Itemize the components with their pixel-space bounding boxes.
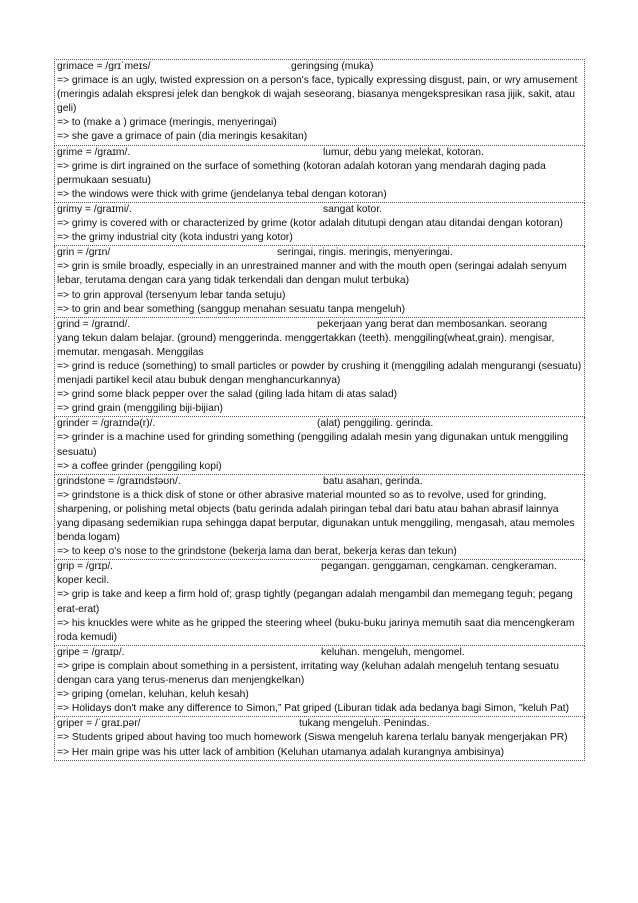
entry-example: => grind some black pepper over the salad (giling lada hitam di atas salad) xyxy=(57,389,397,401)
dictionary-entry xyxy=(54,560,585,646)
dictionary-entry xyxy=(54,717,585,760)
entry-term: grindstone = /ɡraɪndstəʊn/. xyxy=(57,475,181,487)
entry-meaning: seringai, ringis. meringis, menyeringai. xyxy=(277,247,453,259)
entry-example: => grime is dirt ingrained on the surface of something (kotoran adalah kotoran yang mendarah daging pada permukaan sesuatu) xyxy=(57,160,546,186)
entry-heading xyxy=(57,646,582,660)
entry-term: grimace = /grɪˈmeɪs/ xyxy=(57,61,151,72)
entry-example: => grindstone is a thick disk of stone or other abrasive material mounted so as to revolve, used for grinding, sharpening, or polishing metal objects (batu gerinda adalah piringan tebal dari batu atau bahan abrasif lainnya yang dipasang sedemikian rupa sehingga dapat berputar, digunakan untuk menggiling, mengasah, atau memoles benda logam) xyxy=(57,489,575,544)
entry-heading xyxy=(57,246,582,260)
entry-meaning: batu asahan, gerinda. xyxy=(323,475,423,487)
entry-meaning: keluhan. mengeluh, mengomel. xyxy=(321,646,465,658)
entry-example: => grin is smile broadly, especially in an unrestrained manner and with the mouth open (seringai adalah senyum lebar, terutama dengan cara yang tidak terkendali dan dengan mulut terbuka) xyxy=(57,261,567,287)
entry-meaning: sangat kotor. xyxy=(323,203,382,215)
entry-heading xyxy=(57,60,582,74)
entry-heading xyxy=(57,318,582,332)
entry-example: => grinder is a machine used for grinding something (penggiling adalah mesin yang digunakan untuk menggiling sesuatu) xyxy=(57,432,569,458)
entry-example: => Her main gripe was his utter lack of ambition (Keluhan utamanya adalah kurangnya ambisinya) xyxy=(57,746,505,758)
dictionary-entry xyxy=(54,646,585,717)
entry-meaning: pekerjaan yang berat dan membosankan. seorang xyxy=(317,318,548,330)
dictionary-entry xyxy=(54,246,585,317)
entry-example: => grip is take and keep a firm hold of; grasp tightly (pegangan adalah mengambil dan memegang teguh; pegang erat-erat) xyxy=(57,589,573,615)
entry-example: => gripe is complain about something in a persistent, irritating way (keluhan adalah mengeluh tentang sesuatu dengan cara yang terus-menerus dan menjengkelkan) xyxy=(57,660,559,687)
entry-example: => a coffee grinder (penggiling kopi) xyxy=(57,460,222,472)
entry-term: grip = /ɡrɪp/. xyxy=(57,561,114,573)
entry-example: => to (make a ) grimace (meringis, menyeringai) xyxy=(57,117,277,129)
entry-heading xyxy=(57,560,582,574)
dictionary-entry xyxy=(54,59,585,146)
entry-meaning: pegangan. genggaman, cengkaman. cengkeraman. xyxy=(321,561,557,573)
dictionary-entry xyxy=(54,475,585,561)
entry-heading xyxy=(57,417,582,431)
entry-meaning: lumur, debu yang melekat, kotoran. xyxy=(323,146,484,158)
entry-meaning-continued: koper kecil. xyxy=(57,575,110,587)
entry-example: => griping (omelan, keluhan, keluh kesah) xyxy=(57,689,249,701)
entry-term: grimy = /ɡraɪmi/. xyxy=(57,203,132,215)
entry-example: => the windows were thick with grime (jendelanya tebal dengan kotoran) xyxy=(57,188,387,200)
entry-meaning: geringsing (muka) xyxy=(291,61,374,72)
entry-example: => grind is reduce (something) to small particles or powder by crushing it (menggiling adalah mengurangi (sesuatu) menjadi partikel kecil atau bubuk dengan menghancurkannya) xyxy=(57,360,582,387)
entry-example: => Holidays don't make any difference to Simon,” Pat griped (Liburan tidak ada bedanya bagi Simon, "keluh Pat) xyxy=(57,703,569,715)
entry-term: grin = /ɡrɪn/ xyxy=(57,247,111,259)
entry-term: gripe = /ɡraɪp/. xyxy=(57,646,125,658)
entry-example: => his knuckles were white as he gripped the steering wheel (buku-buku jarinya memutih saat dia mencengkeram roda kemudi) xyxy=(57,617,575,643)
dictionary-entry xyxy=(54,318,585,418)
dictionary-entry xyxy=(54,417,585,474)
entry-term: griper = /ˈɡraɪ.pər/ xyxy=(57,718,141,730)
entry-example: => grind grain (menggiling biji-bijian) xyxy=(57,403,223,415)
entry-term: grime = /ɡraɪm/. xyxy=(57,146,131,158)
entry-example: => the grimy industrial city (kota industri yang kotor) xyxy=(57,232,293,244)
entry-meaning: tukang mengeluh. Penindas. xyxy=(299,718,430,730)
entry-example: => grimace is an ugly, twisted expression on a person's face, typically expressing disgust, pain, or wry amusement (meringis adalah ekspresi jelek dan bengkok di wajah seseorang, biasanya mengekspresikan rasa jijik, sakit, atau geli) xyxy=(57,75,578,115)
entry-example: => Students griped about having too much homework (Siswa mengeluh karena terlalu banyak mengerjakan PR) xyxy=(57,732,568,744)
dictionary-entry xyxy=(54,203,585,246)
entry-meaning-continued: yang tekun dalam belajar. (ground) menggerinda. menggertakkan (teeth). menggiling(wheat,grain). mengisar, memutar. mengasah. Menggilas xyxy=(57,332,555,358)
entry-heading xyxy=(57,203,582,217)
entry-meaning: (alat) penggiling. gerinda. xyxy=(317,418,434,430)
entry-example: => to keep o's nose to the grindstone (bekerja lama dan berat, bekerja keras dan tekun) xyxy=(57,546,457,558)
entry-term: grind = /ɡraɪnd/. xyxy=(57,318,131,330)
dictionary-page xyxy=(54,59,585,761)
entry-example: => to grin and bear something (sanggup menahan sesuatu tanpa mengeluh) xyxy=(57,303,406,315)
entry-heading xyxy=(57,475,582,489)
entry-heading xyxy=(57,146,582,160)
entry-example: => she gave a grimace of pain (dia meringis kesakitan) xyxy=(57,131,308,143)
dictionary-entry xyxy=(54,146,585,203)
entry-example: => grimy is covered with or characterized by grime (kotor adalah ditutupi dengan atau ditandai dengan kotoran) xyxy=(57,218,563,230)
entry-heading xyxy=(57,717,582,731)
entry-term: grinder = /ɡraɪndə(r)/. xyxy=(57,418,156,430)
entry-example: => to grin approval (tersenyum lebar tanda setuju) xyxy=(57,289,286,301)
